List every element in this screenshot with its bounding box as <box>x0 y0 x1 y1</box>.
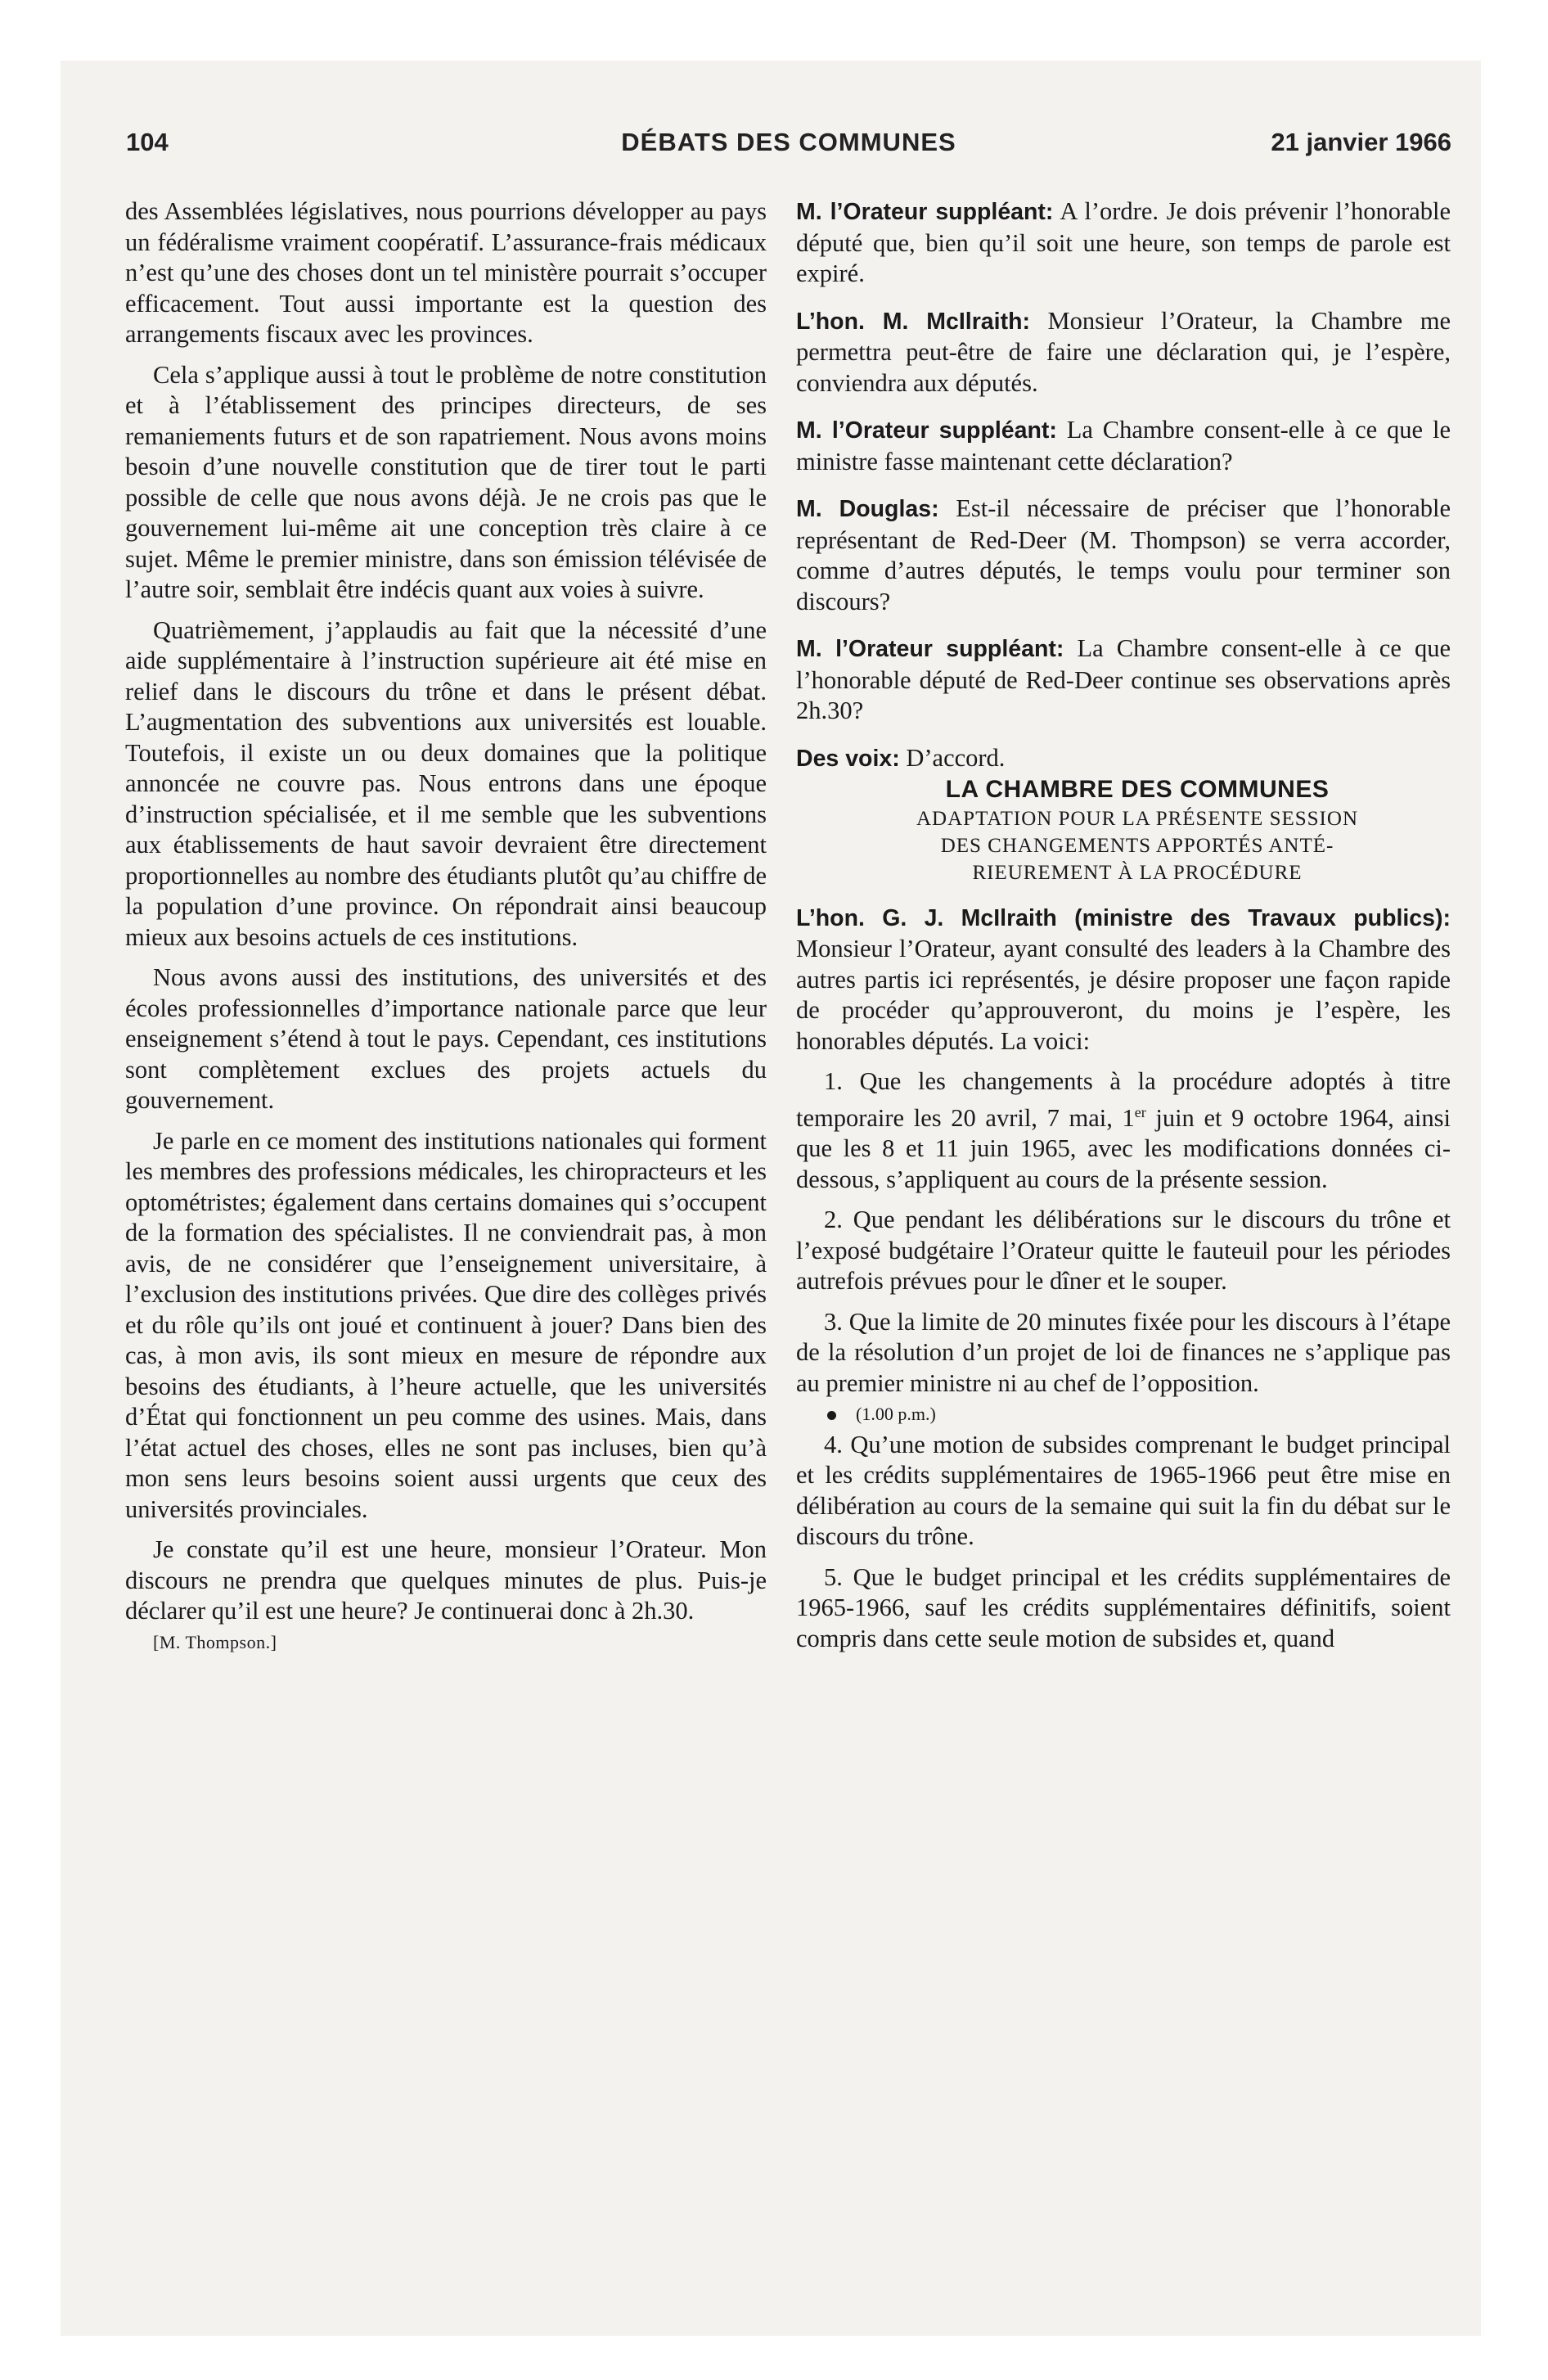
speech-text: A l’ordre. Je dois prévenir l’honorable député que, bien qu’il soit une heure, son temps de parole est expiré. <box>796 197 1451 287</box>
speech-text: Est-il nécessaire de préciser que l’honorable représentant de Red-Deer (M. Thompson) se verra accorder, comme d’autres députés, le temps voulu pour terminer son discours? <box>796 494 1451 615</box>
motion-item-text: juin et 9 octobre 1964, ainsi que les 8 et 11 juin 1965, avec les modifications données ci-dessous, s’appliquent au cours de la présente session. <box>796 1103 1451 1193</box>
time-marker-text: (1.00 p.m.) <box>856 1404 936 1425</box>
speech <box>796 415 1451 477</box>
motion-item: 5. Que le budget principal et les crédits supplémentaires de 1965-1966, sauf les crédits supplémentaires définitifs, soient compris dans cette seule motion de subsides et, quand <box>796 1562 1451 1652</box>
speech <box>796 633 1451 727</box>
speech-text: La Chambre consent-elle à ce que le ministre fasse maintenant cette déclaration? <box>796 416 1451 476</box>
speech-text: Monsieur l’Orateur, la Chambre me permettra peut-être de faire une déclaration qui, je l’espère, conviendra aux députés. <box>796 306 1451 397</box>
speech-text: La Chambre consent-elle à ce que l’honorable député de Red-Deer continue ses observations après 2h.30? <box>796 634 1451 724</box>
speech <box>796 306 1451 399</box>
speaker-name: M. l’Orateur suppléant: <box>796 199 1054 225</box>
motion-item: 4. Qu’une motion de subsides comprenant le budget principal et les crédits supplémentaires de 1965-1966 peut être mise en délibération au cours de la semaine qui suit la fin du débat sur le discours du trône. <box>796 1430 1451 1551</box>
speaker-name: M. Douglas: <box>796 496 939 522</box>
paragraph: des Assemblées législatives, nous pourrions développer au pays un fédéralisme vraiment coopératif. L’assurance-frais médicaux n’est qu’une des choses dont un tel ministère pourrait s’occuper efficacement. Tout aussi importante est la question des arrangements fiscaux avec les provinces. <box>125 197 767 348</box>
speech <box>796 743 1451 775</box>
speech-text: Monsieur l’Orateur, ayant consulté des leaders à la Chambre des autres partis ici représentés, je désire proposer une façon rapide de procéder qu’approuveront, du moins je l’espère, les honorables députés. La voici: <box>796 935 1451 1055</box>
page-number: 104 <box>126 128 169 156</box>
speech-text: D’accord. <box>899 743 1006 772</box>
right-column <box>796 196 1451 1654</box>
speaker-name: L’hon. G. J. McIlraith (ministre des Travaux publics): <box>796 904 1451 931</box>
section-subtitle-line: DES CHANGEMENTS APPORTÉS ANTÉ- <box>940 834 1334 857</box>
paragraph: Quatrièmement, j’applaudis au fait que la nécessité d’une aide supplémentaire à l’instruction supérieure ait été mise en relief dans le discours du trône et dans le présent débat. L’augmentation des subventions aux universités est louable. Toutefois, il existe un ou deux domaines que la politique annoncée ne couvre pas. Nous entrons dans une époque d’instruction spécialisée, et il me semble que les subventions aux établissements de haut savoir devraient être directement proportionnelles au nombre des étudiants plutôt qu’au chiffre de la population d’une province. On répondrait ainsi beaucoup mieux aux besoins actuels de ces institutions. <box>125 615 767 951</box>
speaker-name: M. l’Orateur suppléant: <box>796 636 1064 662</box>
section-subtitle-line: RIEUREMENT À LA PROCÉDURE <box>972 861 1303 884</box>
time-marker <box>796 1399 1451 1430</box>
speaker-byline: [M. Thompson.] <box>153 1631 277 1652</box>
paragraph: Cela s’applique aussi à tout le problème de notre constitution et à l’établissement des principes directeurs, de ses remaniements futurs et de son rapatriement. Nous avons moins besoin d’une nouvelle constitution que de tirer tout le parti possible de celle que nous avons déjà. Je ne crois pas que le gouvernement lui-même ait une conception très claire à ce sujet. Même le premier ministre, dans son émission télévisée de l’autre soir, semblait être indécis quant aux voies à suivre. <box>125 360 767 603</box>
paragraph: Je parle en ce moment des institutions nationales qui forment les membres des professions médicales, les chiropracteurs et les optométristes; également dans certains domaines qui s’occupent de la formation des spécialistes. Il ne conviendrait pas, à mon avis, de ne considérer que l’enseignement universitaire, à l’exclusion des institutions privées. Que dire des collèges privés et du rôle qu’ils ont joué et continuent à jouer? Dans bien des cas, à mon avis, ils sont mieux en mesure de répondre aux besoins des étudiants, à l’heure actuelle, que les universités d’État qui fonctionnent un peu comme des usines. Mais, dans l’état actuel des choses, elles ne sont pas incluses, bien qu’à mon sens leurs besoins soient aussi urgents que ceux des universités provinciales. <box>125 1126 767 1523</box>
paragraph: Je constate qu’il est une heure, monsieur l’Orateur. Mon discours ne prendra que quelques minutes de plus. Puis-je déclarer qu’il est une heure? Je continuerai donc à 2h.30. <box>125 1535 767 1625</box>
speech <box>796 196 1451 290</box>
page-header <box>126 128 1451 170</box>
speech <box>796 494 1451 617</box>
section-title: LA CHAMBRE DES COMMUNES <box>945 776 1330 803</box>
speaker-name: L’hon. M. McIlraith: <box>796 308 1030 335</box>
motion-item: 2. Que pendant les délibérations sur le discours du trône et l’exposé budgétaire l’Orateur quitte le fauteuil pour les périodes autrefois prévues pour le dîner et le souper. <box>796 1206 1451 1296</box>
motion-item: 3. Que la limite de 20 minutes fixée pour les discours à l’étape de la résolution d’un projet de loi de finances ne s’applique pas au premier ministre ni au chef de l’opposition. <box>796 1307 1451 1397</box>
bullet-icon <box>827 1411 836 1420</box>
speech <box>796 903 1451 1057</box>
section-subtitle-line: ADAPTATION POUR LA PRÉSENTE SESSION <box>916 807 1358 830</box>
motion-item <box>796 1066 1451 1195</box>
left-column <box>125 196 767 1657</box>
speaker-name: Des voix: <box>796 745 900 772</box>
speaker-name: M. l’Orateur suppléant: <box>796 417 1057 444</box>
superscript: er <box>1134 1103 1146 1120</box>
motion-item-text: 1. Que les changements à la procédure adoptés à titre temporaire les 20 avril, 7 mai, 1 <box>796 1067 1451 1132</box>
publication-title: DÉBATS DES COMMUNES <box>621 128 956 156</box>
paragraph: Nous avons aussi des institutions, des universités et des écoles professionnelles d’importance nationale parce que leur enseignement s’étend à tout le pays. Cependant, ces institutions sont complètement exclues des projets actuels du gouvernement. <box>125 963 767 1114</box>
page-date: 21 janvier 1966 <box>1271 128 1451 156</box>
